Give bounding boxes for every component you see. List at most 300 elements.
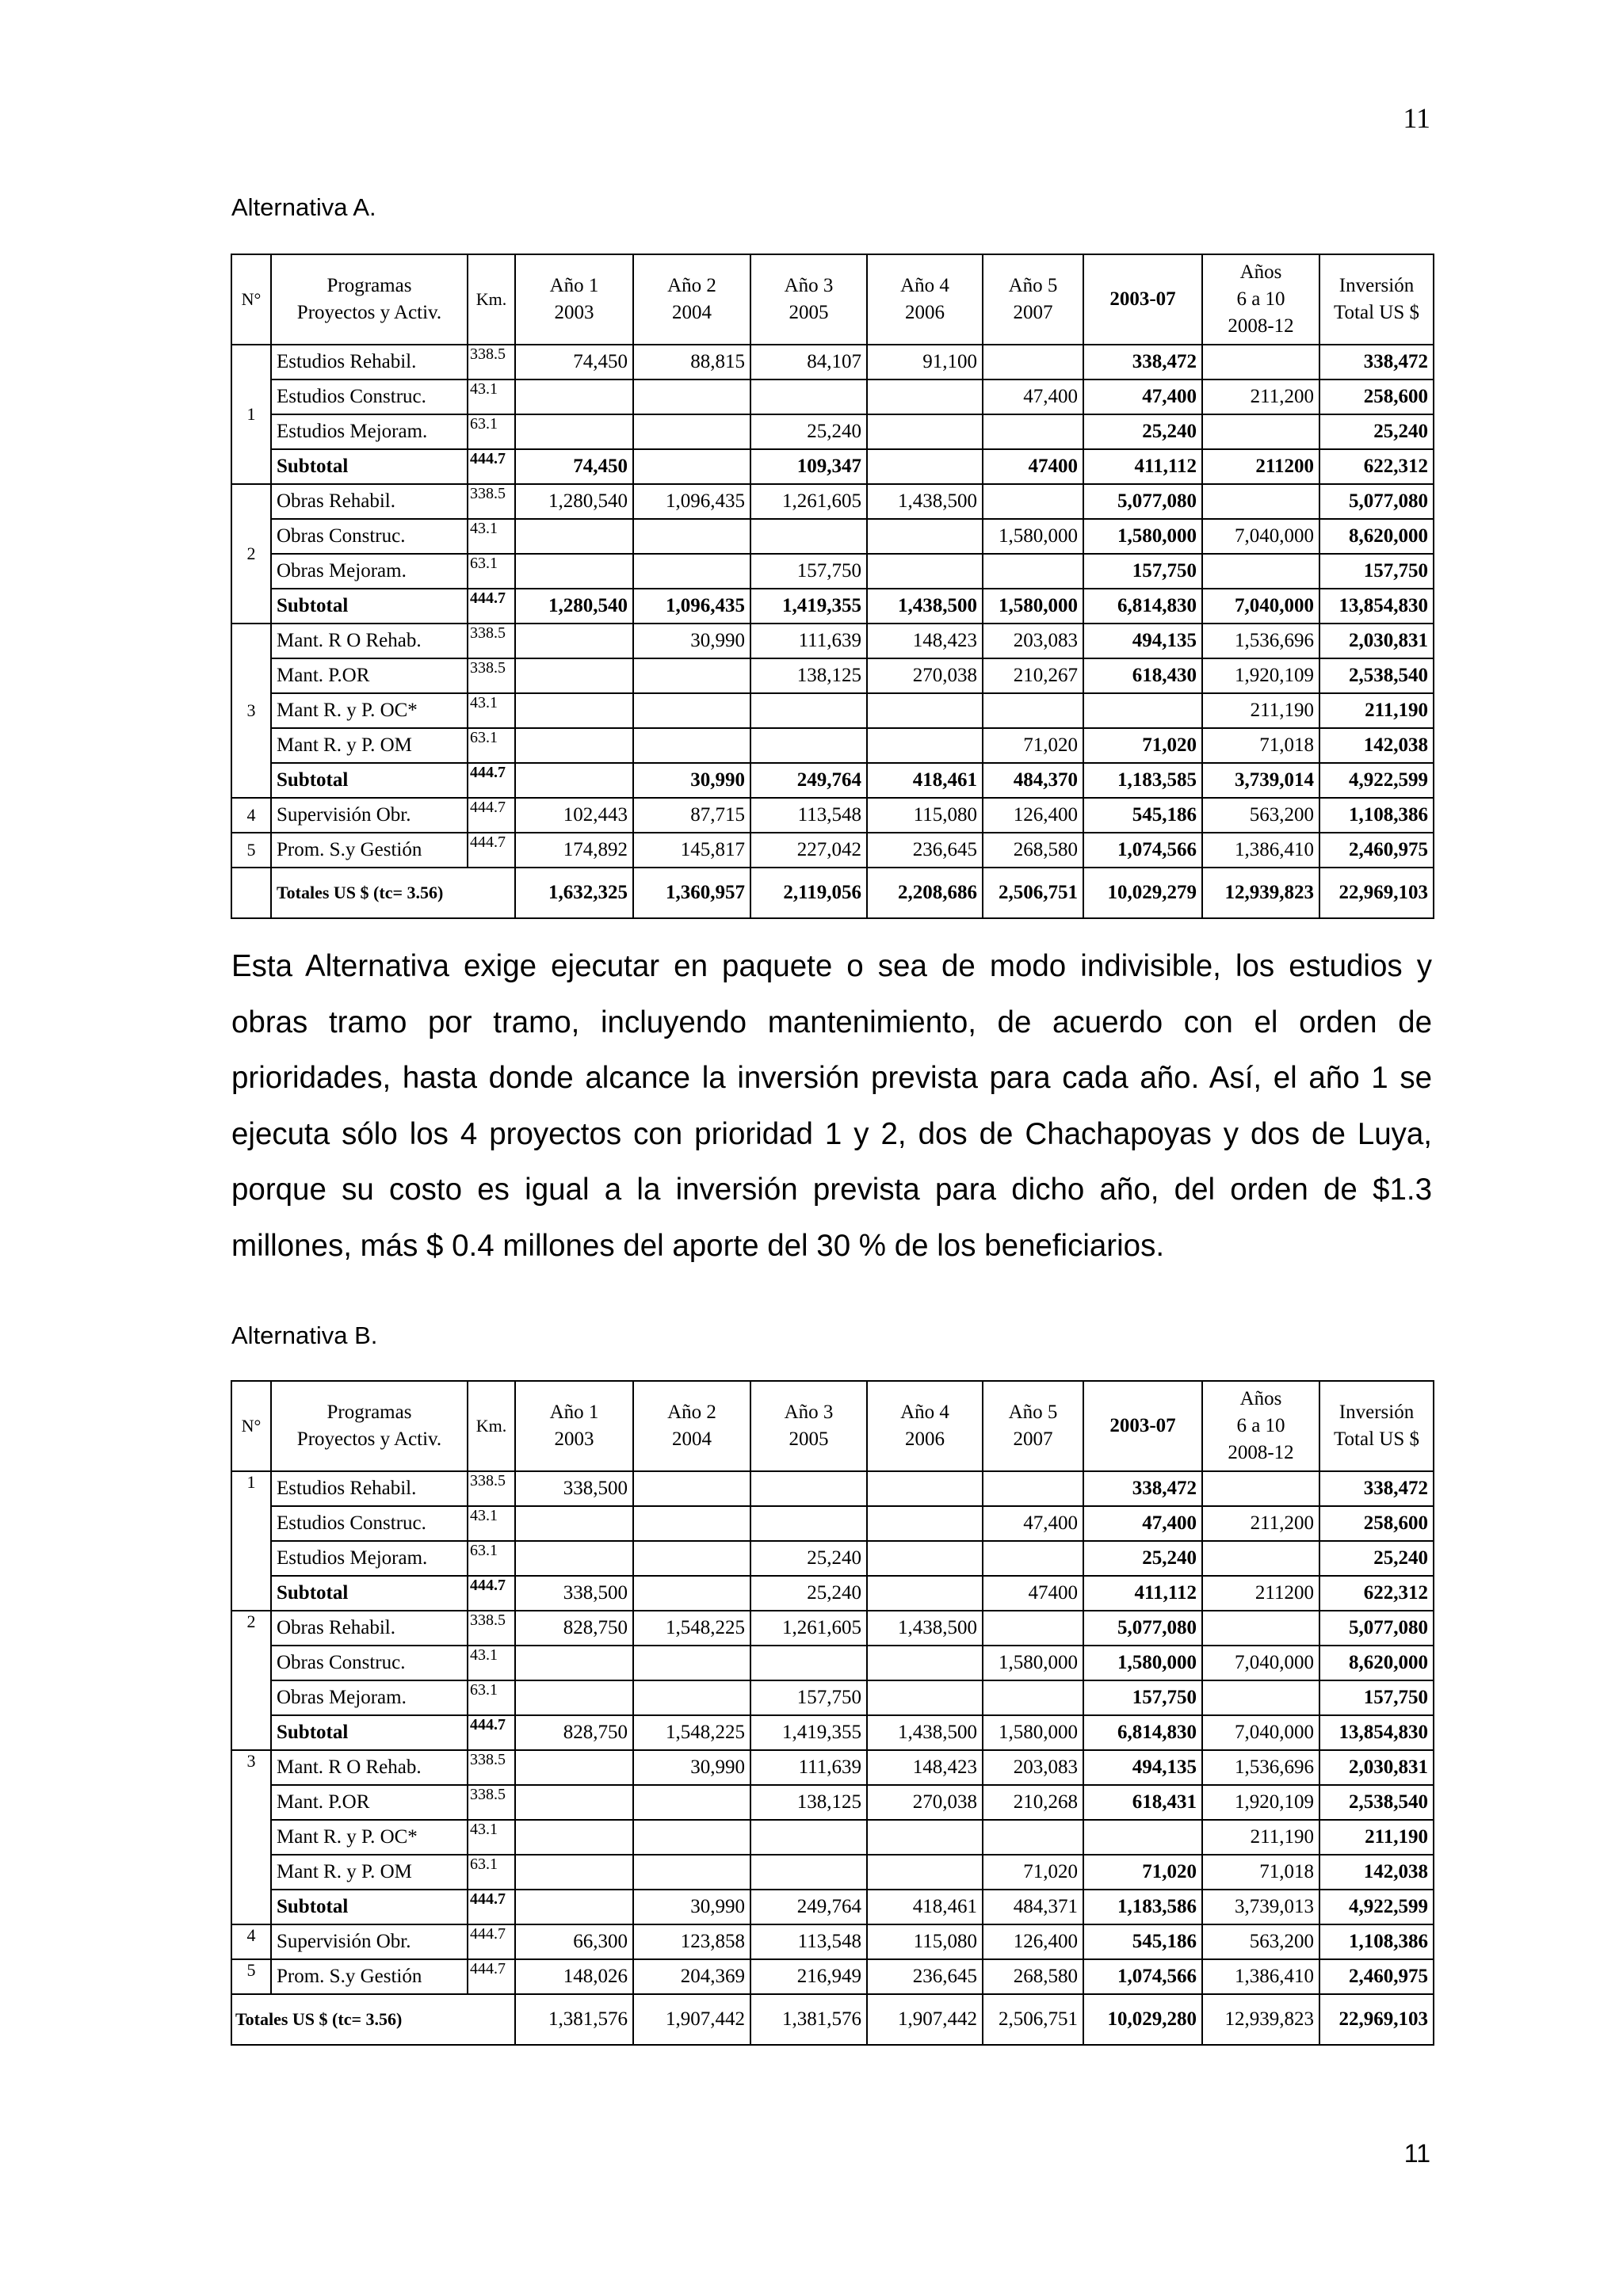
header-total: Inversión Total US $ [1319,1381,1434,1471]
cell-y1-2003: 338,500 [515,1576,633,1611]
header-prog: Programas Proyectos y Activ. [271,254,468,345]
cell-years-6-10 [1202,484,1319,519]
cell-sum-2003-07: 6,814,830 [1083,1715,1202,1750]
cell-y2-2004: 30,990 [633,1750,750,1785]
cell-y2-2004 [633,554,750,589]
cell-row-label: Mant R. y P. OM [271,728,468,763]
cell-km: 43.1 [468,693,515,728]
cell-km: 444.7 [468,1890,515,1924]
cell-y4-2006 [867,693,983,728]
cell-row-label: Mant R. y P. OC* [271,693,468,728]
total-years-6-10: 12,939,823 [1202,1994,1319,2045]
cell-y4-2006 [867,1506,983,1541]
cell-km: 43.1 [468,1506,515,1541]
cell-row-label: Prom. S.y Gestión [271,1959,468,1994]
cell-years-6-10 [1202,1611,1319,1646]
cell-y2-2004: 1,548,225 [633,1715,750,1750]
cell-y2-2004 [633,414,750,449]
cell-y1-2003 [515,414,633,449]
cell-row-label: Obras Rehabil. [271,1611,468,1646]
header-n: N° [231,1381,271,1471]
cell-km: 338.5 [468,658,515,693]
cell-y5-2007 [983,345,1083,379]
cell-y4-2006: 270,038 [867,1785,983,1820]
cell-y1-2003: 828,750 [515,1611,633,1646]
cell-total-investment: 142,038 [1319,1855,1434,1890]
cell-km: 63.1 [468,1680,515,1715]
cell-y4-2006 [867,1855,983,1890]
page-number-bottom: 11 [1403,2139,1430,2168]
cell-total-investment: 211,190 [1319,1820,1434,1855]
cell-sum-2003-07: 411,112 [1083,1576,1202,1611]
header-y4: Año 4 2006 [867,1381,983,1471]
totals-blank [231,868,271,918]
cell-y1-2003: 174,892 [515,833,633,868]
cell-y3-2005: 113,548 [750,1924,867,1959]
cell-y2-2004: 30,990 [633,1890,750,1924]
cell-y3-2005: 1,261,605 [750,1611,867,1646]
cell-y4-2006: 115,080 [867,798,983,833]
cell-y5-2007: 1,580,000 [983,519,1083,554]
cell-sum-2003-07 [1083,1820,1202,1855]
cell-total-investment: 157,750 [1319,1680,1434,1715]
cell-sum-2003-07: 618,431 [1083,1785,1202,1820]
cell-y4-2006 [867,1680,983,1715]
total-y4-2006: 2,208,686 [867,868,983,918]
cell-row-label: Obras Construc. [271,1646,468,1680]
cell-y3-2005: 157,750 [750,1680,867,1715]
cell-km: 444.7 [468,798,515,833]
table-row [231,1680,1434,1715]
cell-sum-2003-07: 618,430 [1083,658,1202,693]
cell-total-investment: 8,620,000 [1319,519,1434,554]
header-km: Km. [468,254,515,345]
cell-y5-2007 [983,414,1083,449]
group-number: 1 [231,1471,271,1611]
total-total-investment: 22,969,103 [1319,1994,1434,2045]
table-row [231,414,1434,449]
cell-y3-2005 [750,1820,867,1855]
cell-y2-2004 [633,1471,750,1506]
table-row [231,1890,1434,1924]
cell-sum-2003-07: 1,183,586 [1083,1890,1202,1924]
cell-row-label: Obras Construc. [271,519,468,554]
cell-y3-2005 [750,519,867,554]
cell-y5-2007 [983,1471,1083,1506]
cell-y3-2005 [750,1646,867,1680]
cell-km: 444.7 [468,1576,515,1611]
header-later: Años 6 a 10 2008-12 [1202,1381,1319,1471]
cell-total-investment: 2,538,540 [1319,658,1434,693]
cell-y2-2004 [633,1785,750,1820]
cell-total-investment: 2,460,975 [1319,1959,1434,1994]
cell-total-investment: 338,472 [1319,345,1434,379]
header-total: Inversión Total US $ [1319,254,1434,345]
cell-sum-2003-07: 5,077,080 [1083,484,1202,519]
cell-y2-2004: 204,369 [633,1959,750,1994]
cell-km: 338.5 [468,1750,515,1785]
cell-row-label: Mant. R O Rehab. [271,624,468,658]
cell-years-6-10: 7,040,000 [1202,1715,1319,1750]
cell-y1-2003 [515,763,633,798]
cell-years-6-10: 7,040,000 [1202,519,1319,554]
total-sum-2003-07: 10,029,280 [1083,1994,1202,2045]
cell-sum-2003-07: 5,077,080 [1083,1611,1202,1646]
cell-years-6-10: 71,018 [1202,728,1319,763]
cell-row-label: Supervisión Obr. [271,798,468,833]
cell-sum-2003-07: 6,814,830 [1083,589,1202,624]
cell-y5-2007: 203,083 [983,624,1083,658]
cell-y1-2003: 66,300 [515,1924,633,1959]
header-sum: 2003-07 [1083,1381,1202,1471]
cell-y2-2004 [633,1820,750,1855]
cell-y4-2006: 418,461 [867,1890,983,1924]
cell-y4-2006 [867,1541,983,1576]
cell-y2-2004: 30,990 [633,763,750,798]
cell-total-investment: 13,854,830 [1319,1715,1434,1750]
cell-row-label: Mant R. y P. OC* [271,1820,468,1855]
cell-row-label: Estudios Construc. [271,1506,468,1541]
cell-years-6-10: 211,200 [1202,1506,1319,1541]
cell-y1-2003 [515,1506,633,1541]
cell-y4-2006: 148,423 [867,1750,983,1785]
cell-y4-2006 [867,1646,983,1680]
cell-years-6-10: 211,190 [1202,693,1319,728]
total-y1-2003: 1,381,576 [515,1994,633,2045]
cell-y2-2004 [633,1855,750,1890]
cell-row-label: Subtotal [271,1715,468,1750]
totals-label: Totales US $ (tc= 3.56) [231,1994,515,2045]
cell-total-investment: 13,854,830 [1319,589,1434,624]
cell-y2-2004 [633,693,750,728]
table-row [231,624,1434,658]
cell-y3-2005 [750,1471,867,1506]
cell-y5-2007: 71,020 [983,728,1083,763]
cell-y3-2005 [750,728,867,763]
cell-km: 43.1 [468,1820,515,1855]
cell-y4-2006: 115,080 [867,1924,983,1959]
cell-y3-2005 [750,1855,867,1890]
cell-km: 338.5 [468,624,515,658]
cell-y1-2003: 102,443 [515,798,633,833]
table-row [231,449,1434,484]
cell-row-label: Subtotal [271,1576,468,1611]
cell-y5-2007 [983,554,1083,589]
cell-years-6-10: 3,739,013 [1202,1890,1319,1924]
cell-y3-2005: 1,419,355 [750,589,867,624]
table-row [231,833,1434,868]
table-row [231,1646,1434,1680]
cell-sum-2003-07: 1,580,000 [1083,519,1202,554]
cell-y3-2005: 1,261,605 [750,484,867,519]
cell-total-investment: 2,030,831 [1319,1750,1434,1785]
cell-y2-2004 [633,1506,750,1541]
cell-y5-2007: 484,371 [983,1890,1083,1924]
table-row [231,345,1434,379]
cell-sum-2003-07: 1,183,585 [1083,763,1202,798]
cell-km: 63.1 [468,1541,515,1576]
page-number-top: 11 [1403,102,1430,134]
group-number: 2 [231,484,271,624]
cell-km: 444.7 [468,589,515,624]
cell-total-investment: 25,240 [1319,1541,1434,1576]
cell-total-investment: 258,600 [1319,1506,1434,1541]
totals-label: Totales US $ (tc= 3.56) [271,868,515,918]
header-y4: Año 4 2006 [867,254,983,345]
cell-y2-2004 [633,1646,750,1680]
cell-y4-2006: 1,438,500 [867,1611,983,1646]
cell-y2-2004 [633,1680,750,1715]
cell-y2-2004 [633,658,750,693]
cell-total-investment: 1,108,386 [1319,798,1434,833]
cell-y1-2003 [515,624,633,658]
cell-row-label: Subtotal [271,1890,468,1924]
cell-row-label: Prom. S.y Gestión [271,833,468,868]
cell-y5-2007 [983,484,1083,519]
header-later: Años 6 a 10 2008-12 [1202,254,1319,345]
cell-km: 338.5 [468,1611,515,1646]
cell-sum-2003-07: 494,135 [1083,624,1202,658]
totals-row [231,1994,1434,2045]
cell-km: 444.7 [468,833,515,868]
table-row [231,1750,1434,1785]
cell-sum-2003-07: 1,580,000 [1083,1646,1202,1680]
cell-sum-2003-07 [1083,693,1202,728]
header-y1: Año 1 2003 [515,1381,633,1471]
cell-y4-2006 [867,1820,983,1855]
table-header-row [231,1381,1434,1471]
cell-km: 444.7 [468,1959,515,1994]
cell-km: 444.7 [468,449,515,484]
cell-y1-2003: 1,280,540 [515,589,633,624]
cell-total-investment: 4,922,599 [1319,1890,1434,1924]
total-y5-2007: 2,506,751 [983,1994,1083,2045]
cell-y1-2003: 148,026 [515,1959,633,1994]
totals-row [231,868,1434,918]
cell-row-label: Subtotal [271,763,468,798]
alternativa-b-caption: Alternativa B. [231,1322,378,1349]
cell-y5-2007: 203,083 [983,1750,1083,1785]
cell-y5-2007: 126,400 [983,1924,1083,1959]
cell-km: 63.1 [468,414,515,449]
cell-y1-2003: 1,280,540 [515,484,633,519]
cell-years-6-10 [1202,1471,1319,1506]
cell-row-label: Supervisión Obr. [271,1924,468,1959]
cell-y3-2005: 25,240 [750,1541,867,1576]
cell-sum-2003-07: 545,186 [1083,798,1202,833]
cell-y5-2007: 47,400 [983,1506,1083,1541]
cell-row-label: Obras Mejoram. [271,554,468,589]
cell-sum-2003-07: 47,400 [1083,379,1202,414]
cell-total-investment: 2,460,975 [1319,833,1434,868]
cell-y1-2003 [515,554,633,589]
cell-y3-2005: 25,240 [750,1576,867,1611]
cell-years-6-10 [1202,554,1319,589]
cell-km: 338.5 [468,345,515,379]
table-row [231,1924,1434,1959]
total-y5-2007: 2,506,751 [983,868,1083,918]
cell-sum-2003-07: 71,020 [1083,1855,1202,1890]
table-row [231,1611,1434,1646]
table-row [231,519,1434,554]
cell-km: 444.7 [468,1715,515,1750]
header-y3: Año 3 2005 [750,254,867,345]
cell-years-6-10: 1,920,109 [1202,658,1319,693]
cell-y5-2007: 1,580,000 [983,1715,1083,1750]
cell-sum-2003-07: 338,472 [1083,345,1202,379]
cell-total-investment: 25,240 [1319,414,1434,449]
cell-total-investment: 2,030,831 [1319,624,1434,658]
cell-y1-2003 [515,1855,633,1890]
cell-y5-2007 [983,693,1083,728]
cell-total-investment: 622,312 [1319,1576,1434,1611]
cell-y3-2005: 138,125 [750,1785,867,1820]
cell-y2-2004: 1,548,225 [633,1611,750,1646]
cell-km: 338.5 [468,484,515,519]
header-prog: Programas Proyectos y Activ. [271,1381,468,1471]
cell-sum-2003-07: 338,472 [1083,1471,1202,1506]
total-y3-2005: 2,119,056 [750,868,867,918]
cell-y3-2005: 216,949 [750,1959,867,1994]
cell-km: 63.1 [468,728,515,763]
cell-y2-2004 [633,519,750,554]
table-row [231,1785,1434,1820]
cell-row-label: Estudios Rehabil. [271,1471,468,1506]
cell-row-label: Subtotal [271,449,468,484]
cell-y4-2006 [867,379,983,414]
cell-years-6-10: 211,190 [1202,1820,1319,1855]
cell-years-6-10 [1202,1541,1319,1576]
table-row [231,763,1434,798]
cell-y1-2003: 74,450 [515,449,633,484]
cell-total-investment: 211,190 [1319,693,1434,728]
cell-row-label: Estudios Construc. [271,379,468,414]
cell-years-6-10 [1202,345,1319,379]
cell-y2-2004: 30,990 [633,624,750,658]
cell-total-investment: 157,750 [1319,554,1434,589]
cell-y1-2003 [515,1646,633,1680]
cell-years-6-10 [1202,1680,1319,1715]
cell-km: 444.7 [468,763,515,798]
cell-y4-2006 [867,554,983,589]
cell-total-investment: 142,038 [1319,728,1434,763]
cell-row-label: Estudios Mejoram. [271,1541,468,1576]
cell-y1-2003 [515,1890,633,1924]
cell-y4-2006: 236,645 [867,1959,983,1994]
cell-sum-2003-07: 157,750 [1083,554,1202,589]
cell-km: 338.5 [468,1785,515,1820]
cell-y5-2007: 1,580,000 [983,1646,1083,1680]
cell-km: 338.5 [468,1471,515,1506]
cell-y1-2003: 338,500 [515,1471,633,1506]
cell-y5-2007: 268,580 [983,1959,1083,1994]
body-paragraph: Esta Alternativa exige ejecutar en paquete o sea de modo indivisible, los estudios y obras tramo por tramo, incluyendo mantenimiento, de acuerdo con el orden de prioridades, hasta donde alcance la inversión prevista para cada año. Así, el año 1 se ejecuta sólo los 4 proyectos con prioridad 1 y 2, dos de Chachapoyas y dos de Luya, porque su costo es igual a la inversión prevista para dicho año, del orden de $1.3 millones, más $ 0.4 millones del aporte del 30 % de los beneficiarios. [231,949,1432,1263]
cell-row-label: Mant R. y P. OM [271,1855,468,1890]
cell-y5-2007 [983,1541,1083,1576]
table-row [231,1715,1434,1750]
cell-y4-2006: 418,461 [867,763,983,798]
cell-row-label: Mant. R O Rehab. [271,1750,468,1785]
cell-y4-2006: 91,100 [867,345,983,379]
cell-y2-2004: 1,096,435 [633,589,750,624]
group-number: 2 [231,1611,271,1750]
cell-sum-2003-07: 545,186 [1083,1924,1202,1959]
group-number: 4 [231,798,271,833]
cell-y3-2005: 1,419,355 [750,1715,867,1750]
group-number: 5 [231,1959,271,1994]
cell-row-label: Obras Rehabil. [271,484,468,519]
group-number: 1 [231,345,271,484]
group-number: 3 [231,1750,271,1924]
table-row [231,1820,1434,1855]
cell-sum-2003-07: 157,750 [1083,1680,1202,1715]
cell-total-investment: 4,922,599 [1319,763,1434,798]
cell-years-6-10: 1,386,410 [1202,1959,1319,1994]
table-row [231,379,1434,414]
cell-y4-2006: 1,438,500 [867,1715,983,1750]
cell-y3-2005: 113,548 [750,798,867,833]
cell-years-6-10: 3,739,014 [1202,763,1319,798]
cell-y4-2006 [867,1576,983,1611]
cell-row-label: Subtotal [271,589,468,624]
cell-y2-2004: 88,815 [633,345,750,379]
cell-y5-2007 [983,1820,1083,1855]
cell-y1-2003 [515,1680,633,1715]
cell-sum-2003-07: 47,400 [1083,1506,1202,1541]
cell-years-6-10: 563,200 [1202,798,1319,833]
cell-y1-2003 [515,1750,633,1785]
cell-sum-2003-07: 411,112 [1083,449,1202,484]
cell-km: 63.1 [468,1855,515,1890]
table-row [231,1541,1434,1576]
cell-years-6-10: 563,200 [1202,1924,1319,1959]
cell-y4-2006: 1,438,500 [867,589,983,624]
cell-sum-2003-07: 1,074,566 [1083,1959,1202,1994]
table-row [231,1471,1434,1506]
header-y5: Año 5 2007 [983,254,1083,345]
cell-y2-2004 [633,728,750,763]
table-row [231,589,1434,624]
cell-years-6-10: 1,536,696 [1202,624,1319,658]
table-row [231,693,1434,728]
cell-y1-2003: 828,750 [515,1715,633,1750]
group-number: 5 [231,833,271,868]
table-row [231,1855,1434,1890]
cell-y2-2004 [633,1576,750,1611]
cell-years-6-10: 71,018 [1202,1855,1319,1890]
group-number: 3 [231,624,271,798]
cell-sum-2003-07: 25,240 [1083,414,1202,449]
cell-y5-2007: 484,370 [983,763,1083,798]
cell-y4-2006: 236,645 [867,833,983,868]
cell-y4-2006: 1,438,500 [867,484,983,519]
cell-y1-2003 [515,1785,633,1820]
table-row [231,728,1434,763]
cell-y1-2003 [515,728,633,763]
total-y1-2003: 1,632,325 [515,868,633,918]
cell-total-investment: 258,600 [1319,379,1434,414]
cell-y5-2007: 71,020 [983,1855,1083,1890]
cell-y1-2003 [515,1820,633,1855]
cell-sum-2003-07: 71,020 [1083,728,1202,763]
cell-total-investment: 2,538,540 [1319,1785,1434,1820]
cell-y5-2007: 47400 [983,1576,1083,1611]
cell-y3-2005: 157,750 [750,554,867,589]
total-y4-2006: 1,907,442 [867,1994,983,2045]
alternativa-a-table [231,254,1434,919]
cell-sum-2003-07: 25,240 [1083,1541,1202,1576]
group-number: 4 [231,1924,271,1959]
